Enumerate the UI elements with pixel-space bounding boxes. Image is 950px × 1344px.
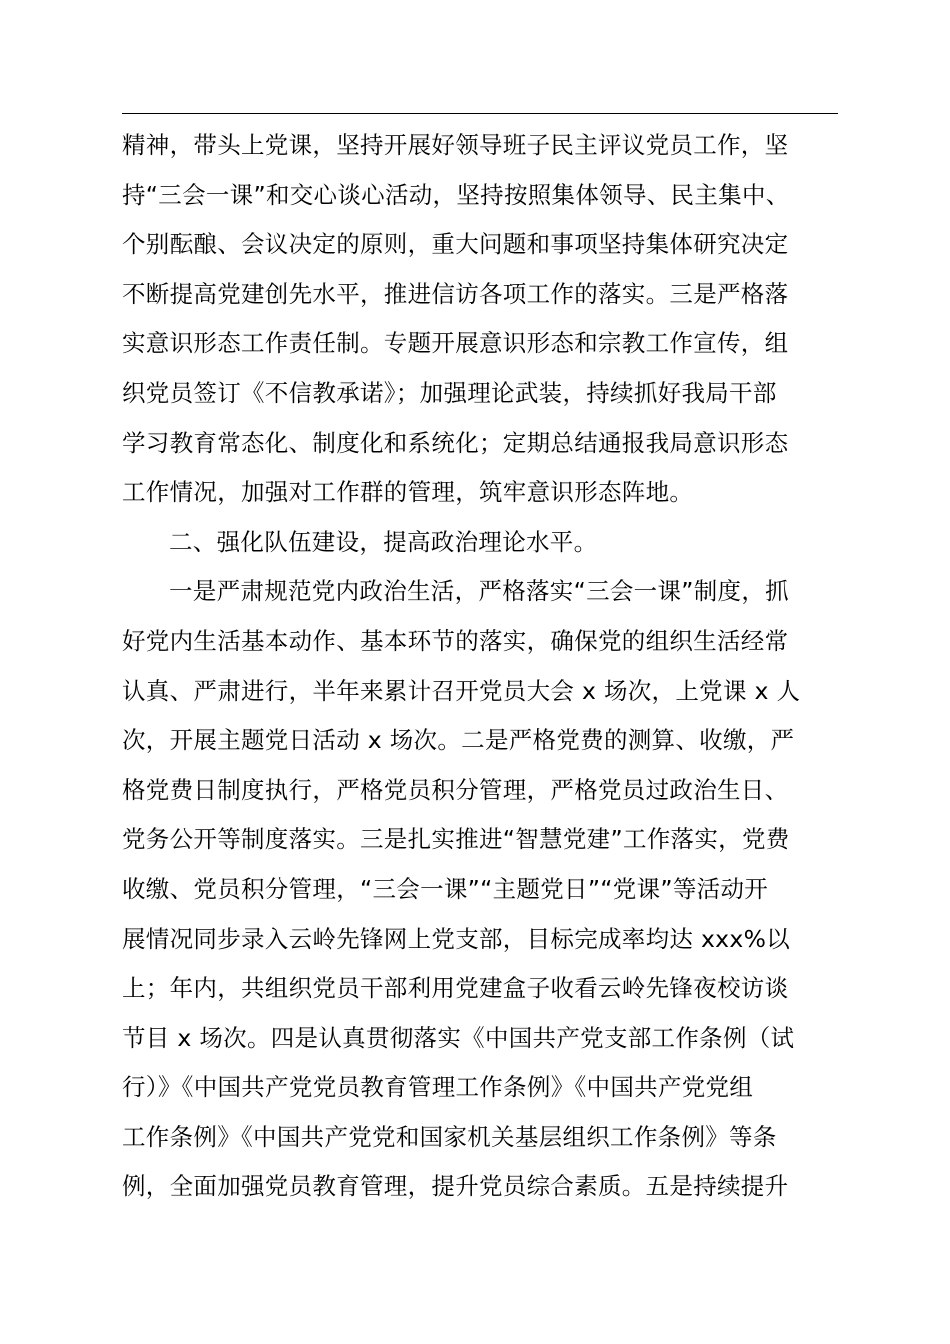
body-line: 工作情况，加强对工作群的管理，筑牢意识形态阵地。 bbox=[122, 478, 694, 507]
body-line: 展情况同步录入云岭先锋网上党支部，目标完成率均达 xxx%以 bbox=[122, 924, 791, 953]
header-rule bbox=[122, 113, 838, 114]
body-line: 实意识形态工作责任制。专题开展意识形态和宗教工作宣传，组 bbox=[122, 329, 789, 358]
body-line: 节目 x 场次。四是认真贯彻落实《中国共产党支部工作条例（试 bbox=[122, 1023, 795, 1052]
body-line: 个别酝酿、会议决定的原则，重大问题和事项坚持集体研究决定 bbox=[122, 230, 789, 259]
body-line: 好党内生活基本动作、基本环节的落实，确保党的组织生活经常 bbox=[122, 626, 789, 655]
body-line: 认真、严肃进行，半年来累计召开党员大会 x 场次，上党课 x 人 bbox=[122, 676, 801, 705]
body-line: 例，全面加强党员教育管理，提升党员综合素质。五是持续提升 bbox=[122, 1172, 789, 1201]
body-line: 精神，带头上党课，坚持开展好领导班子民主评议党员工作，坚 bbox=[122, 131, 789, 159]
section-heading: 二、强化队伍建设，提高政治理论水平。 bbox=[169, 527, 598, 556]
body-line: 一是严肃规范党内政治生活，严格落实“三会一课”制度，抓 bbox=[169, 577, 789, 606]
body-line: 格党费日制度执行，严格党员积分管理，严格党员过政治生日、 bbox=[122, 775, 789, 804]
body-line: 学习教育常态化、制度化和系统化；定期总结通报我局意识形态 bbox=[122, 428, 789, 457]
body-line: 不断提高党建创先水平，推进信访各项工作的落实。三是严格落 bbox=[122, 279, 789, 308]
body-line: 次，开展主题党日活动 x 场次。二是严格党费的测算、收缴，严 bbox=[122, 726, 795, 755]
body-line: 工作条例》《中国共产党党和国家机关基层组织工作条例》等条 bbox=[122, 1122, 777, 1151]
body-line: 收缴、党员积分管理，“三会一课”“主题党日”“党课”等活动开 bbox=[122, 874, 769, 903]
body-line: 持“三会一课”和交心谈心活动，坚持按照集体领导、民主集中、 bbox=[122, 180, 790, 209]
body-line: 上；年内，共组织党员干部利用党建盒子收看云岭先锋夜校访谈 bbox=[122, 974, 789, 1003]
body-line: 织党员签订《不信教承诺》；加强理论武装，持续抓好我局干部 bbox=[122, 378, 777, 407]
body-line: 党务公开等制度落实。三是扎实推进“智慧党建”工作落实，党费 bbox=[122, 825, 790, 854]
body-line: 行）》《中国共产党党员教育管理工作条例》《中国共产党党组 bbox=[122, 1073, 754, 1102]
document-body bbox=[122, 121, 838, 1212]
